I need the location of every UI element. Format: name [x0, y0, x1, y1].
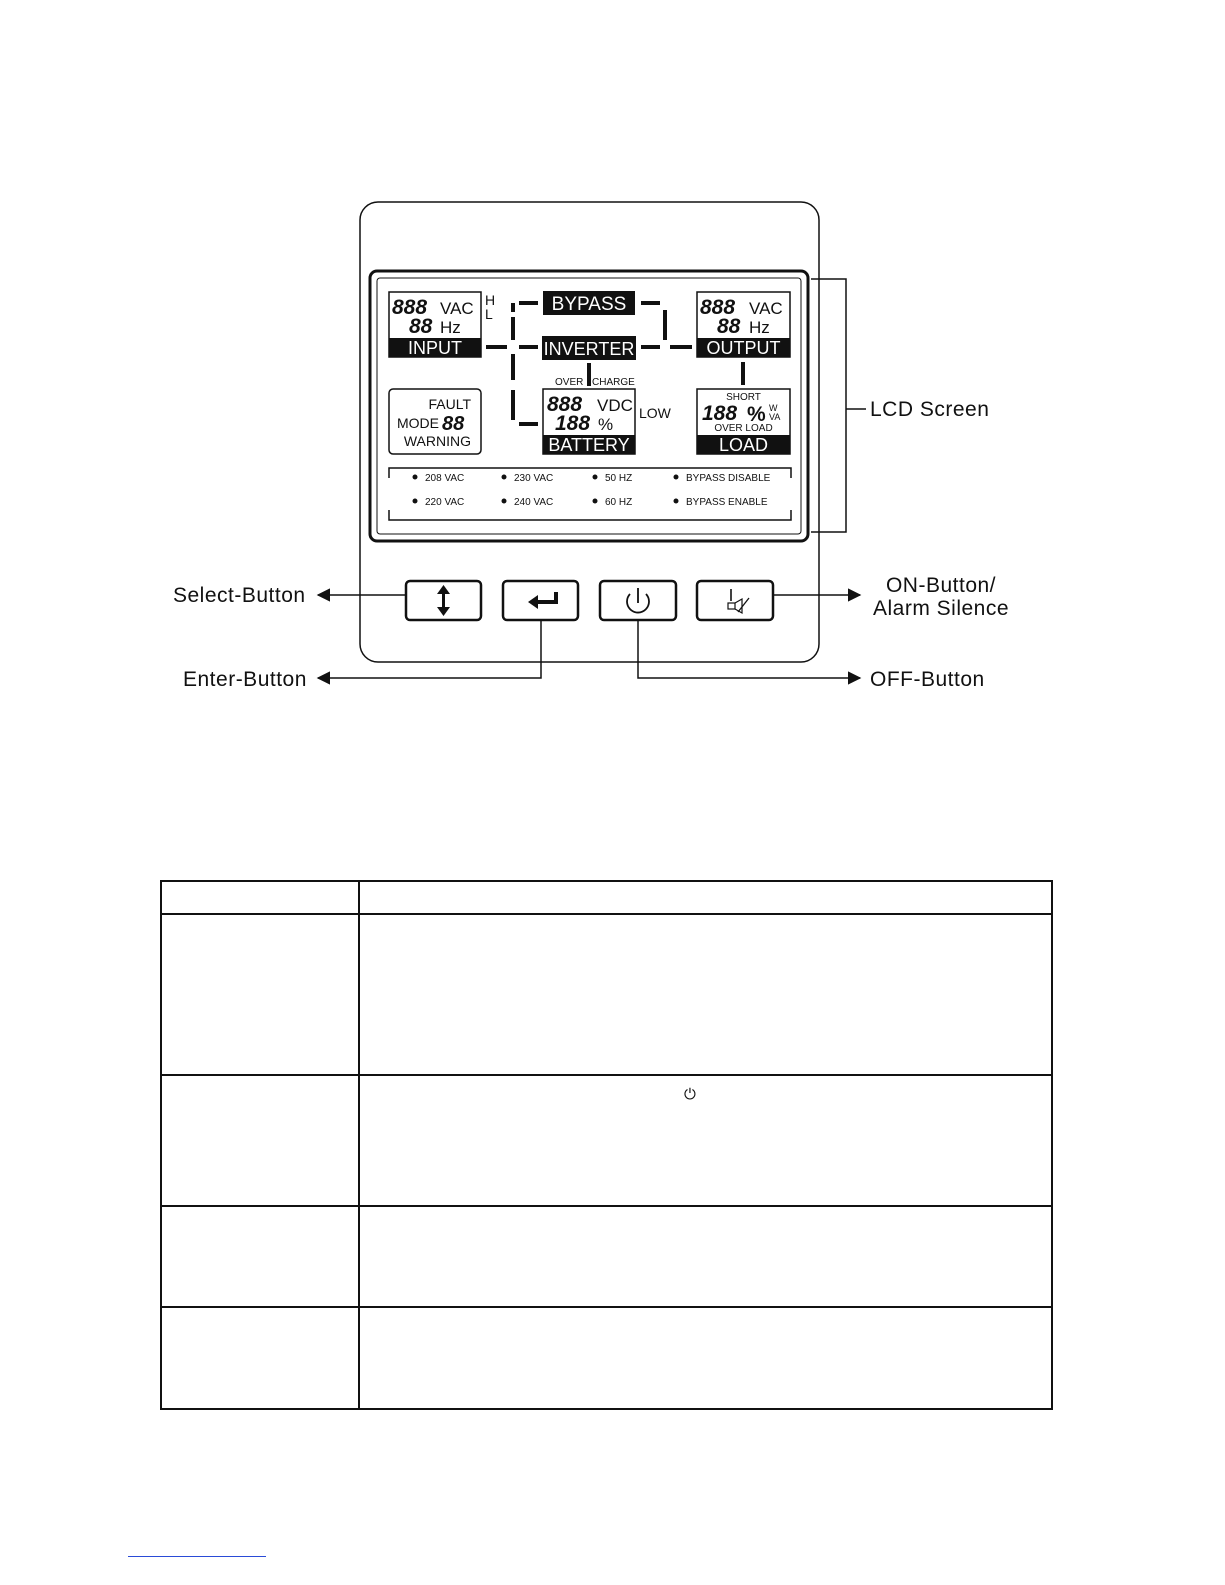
power-icon: ⏻: [684, 1086, 696, 1103]
svg-text:OVER: OVER: [555, 377, 584, 388]
svg-text:INVERTER: INVERTER: [543, 339, 635, 359]
off-button-callout: [638, 620, 985, 691]
battery-label: BATTERY: [548, 435, 630, 455]
table-cell: [359, 1075, 1052, 1206]
enter-button-callout: [183, 620, 541, 691]
on-button-callout: [774, 574, 1009, 620]
svg-text:Enter-Button: Enter-Button: [183, 668, 307, 691]
output-display: [697, 292, 790, 358]
svg-text:88: 88: [442, 413, 465, 435]
svg-text:%: %: [598, 415, 614, 434]
svg-text:CHARGE: CHARGE: [592, 377, 635, 388]
svg-text:Alarm Silence: Alarm Silence: [872, 597, 1010, 620]
svg-text:BYPASS: BYPASS: [551, 294, 627, 315]
table-row: [161, 1307, 1052, 1409]
table-cell: [359, 1307, 1052, 1409]
table-cell: [161, 1206, 359, 1307]
svg-text:208 VAC: 208 VAC: [425, 473, 465, 484]
table-cell: [161, 881, 359, 914]
setting-bypass-enable: [674, 497, 768, 508]
battery-display: [543, 377, 672, 455]
select-button[interactable]: [406, 581, 481, 620]
load-display: [697, 389, 790, 455]
lcd-screen-callout: [811, 279, 989, 532]
mode-fault-display: [389, 389, 481, 454]
setting-220vac: [413, 497, 465, 508]
table-header-row: [161, 881, 1052, 914]
svg-text:MODE: MODE: [397, 415, 439, 431]
load-label: LOAD: [718, 435, 769, 455]
svg-text:LCD Screen: LCD Screen: [870, 398, 990, 421]
table-cell: [359, 914, 1052, 1075]
svg-text:L: L: [485, 306, 493, 322]
svg-text:Select-Button: Select-Button: [173, 584, 306, 607]
svg-text:BYPASS DISABLE: BYPASS DISABLE: [686, 473, 771, 484]
svg-text:ON-Button/: ON-Button/: [885, 574, 997, 597]
settings-indicators: [413, 473, 771, 508]
svg-text:50 HZ: 50 HZ: [605, 473, 633, 484]
svg-text:SHORT: SHORT: [726, 392, 761, 403]
svg-text:OVER LOAD: OVER LOAD: [714, 423, 773, 434]
svg-text:Hz: Hz: [440, 318, 461, 337]
table-row: [161, 1206, 1052, 1307]
setting-208vac: [413, 473, 465, 484]
svg-text:230 VAC: 230 VAC: [514, 473, 554, 484]
table-cell: [161, 1075, 359, 1206]
svg-text:88: 88: [717, 315, 741, 338]
input-label: INPUT: [408, 338, 462, 358]
off-button[interactable]: [600, 581, 676, 620]
select-button-callout: [173, 584, 405, 607]
on-alarm-silence-button[interactable]: [697, 581, 773, 620]
svg-text:WARNING: WARNING: [403, 433, 471, 449]
svg-text:220 VAC: 220 VAC: [425, 497, 465, 508]
svg-text:188: 188: [555, 412, 591, 435]
input-display: [389, 292, 495, 358]
ups-front-panel-diagram: [0, 0, 1225, 760]
table-row: [161, 914, 1052, 1075]
lcd-screen: [370, 271, 808, 541]
svg-text:60 HZ: 60 HZ: [605, 497, 633, 508]
svg-text:VDC: VDC: [597, 396, 633, 415]
setting-240vac: [502, 497, 554, 508]
svg-text:LOW: LOW: [639, 405, 671, 421]
svg-text:OFF-Button: OFF-Button: [870, 668, 985, 691]
bypass-indicator: [543, 291, 635, 315]
footer-rule: [128, 1556, 266, 1557]
enter-button[interactable]: [503, 581, 578, 620]
table-cell: [359, 881, 1052, 914]
svg-text:888: 888: [392, 296, 428, 319]
svg-text:%: %: [747, 403, 766, 426]
setting-bypass-disable: [674, 473, 771, 484]
svg-text:FAULT: FAULT: [428, 396, 471, 412]
setting-50hz: [593, 473, 633, 484]
svg-text:W: W: [769, 403, 778, 413]
svg-text:888: 888: [547, 393, 583, 416]
button-function-table: [160, 880, 1053, 1410]
svg-text:88: 88: [409, 315, 433, 338]
svg-text:BYPASS ENABLE: BYPASS ENABLE: [686, 497, 768, 508]
table-cell: [359, 1206, 1052, 1307]
svg-text:VA: VA: [769, 412, 781, 422]
table-cell: [161, 914, 359, 1075]
setting-60hz: [593, 497, 633, 508]
svg-text:888: 888: [700, 296, 736, 319]
table-row: [161, 1075, 1052, 1206]
table-cell: [161, 1307, 359, 1409]
svg-text:VAC: VAC: [749, 299, 783, 318]
output-label: OUTPUT: [706, 338, 781, 358]
svg-text:H: H: [485, 292, 496, 308]
svg-text:VAC: VAC: [440, 299, 474, 318]
inverter-indicator: [542, 336, 636, 360]
svg-text:188: 188: [702, 402, 738, 425]
setting-230vac: [502, 473, 554, 484]
svg-text:Hz: Hz: [749, 318, 770, 337]
svg-text:240 VAC: 240 VAC: [514, 497, 554, 508]
